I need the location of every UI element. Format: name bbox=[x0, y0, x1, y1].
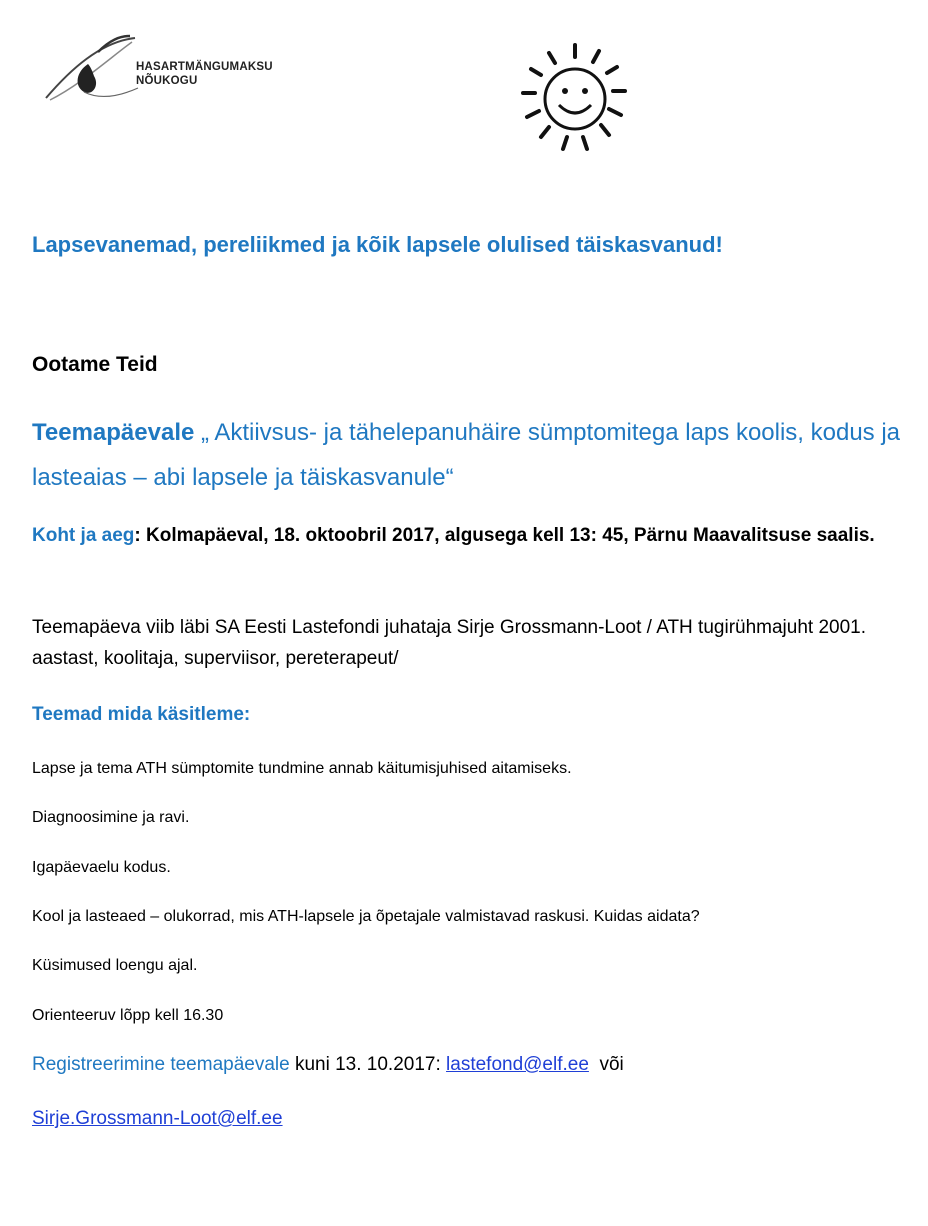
registration-label: Registreerimine teemapäevale bbox=[32, 1054, 290, 1075]
logo-text-line2: NÕUKOGU bbox=[136, 75, 198, 87]
event-topic bbox=[32, 410, 912, 500]
topic-label: Teemapäevale bbox=[32, 419, 195, 446]
or-text: või bbox=[588, 1054, 624, 1075]
email-link-sirje[interactable]: Sirje.Grossmann-Loot@elf.ee bbox=[32, 1108, 283, 1129]
topics-heading: Teemad mida käsitleme: bbox=[32, 704, 251, 725]
place-text: : Kolmapäeval, 18. oktoobril 2017, algusega kell 13: 45, Pärnu Maavalitsuse saalis. bbox=[134, 525, 875, 546]
topic-item: Küsimused loengu ajal. bbox=[32, 957, 198, 974]
topic-item: Orienteeruv lõpp kell 16.30 bbox=[32, 1007, 224, 1024]
lecturer-paragraph: Teemapäeva viib läbi SA Eesti Lastefondi juhataja Sirje Grossmann-Loot / ATH tugirühmajuht 2001. aastast, koolitaja, superviisor, pereterapeut/ bbox=[32, 617, 867, 669]
place-and-time bbox=[32, 520, 912, 551]
place-label: Koht ja aeg bbox=[32, 525, 135, 546]
topic-title: „ Aktiivsus- ja tähelepanuhäire sümptomitega laps koolis, kodus ja lasteaias – abi lapsele ja täiskasvanule“ bbox=[32, 419, 901, 491]
topic-item: Igapäevaelu kodus. bbox=[32, 859, 171, 876]
topic-item: Kool ja lasteaed – olukorrad, mis ATH-lapsele ja õpetajale valmistavad raskusi. Kuidas aidata? bbox=[32, 908, 700, 925]
eesti-lastefond-logo bbox=[505, 35, 645, 170]
page-heading: Lapsevanemad, pereliikmed ja kõik lapsele olulised täiskasvanud! bbox=[32, 232, 723, 257]
logo-text-line1: HASARTMÄNGUMAKSU bbox=[136, 61, 273, 73]
second-email-line bbox=[32, 1108, 283, 1130]
topic-item: Diagnoosimine ja ravi. bbox=[32, 809, 190, 826]
smiling-sun-icon bbox=[505, 35, 645, 170]
swoosh-icon bbox=[40, 30, 140, 105]
email-link-lastefond[interactable]: lastefond@elf.ee bbox=[446, 1054, 589, 1075]
registration-line bbox=[32, 1054, 624, 1076]
invite-line: Ootame Teid bbox=[32, 353, 158, 376]
hasartmangumaksu-logo bbox=[40, 30, 280, 105]
registration-deadline: kuni 13. 10.2017: bbox=[289, 1054, 447, 1075]
topic-item: Lapse ja tema ATH sümptomite tundmine annab käitumisjuhised aitamiseks. bbox=[32, 760, 572, 777]
